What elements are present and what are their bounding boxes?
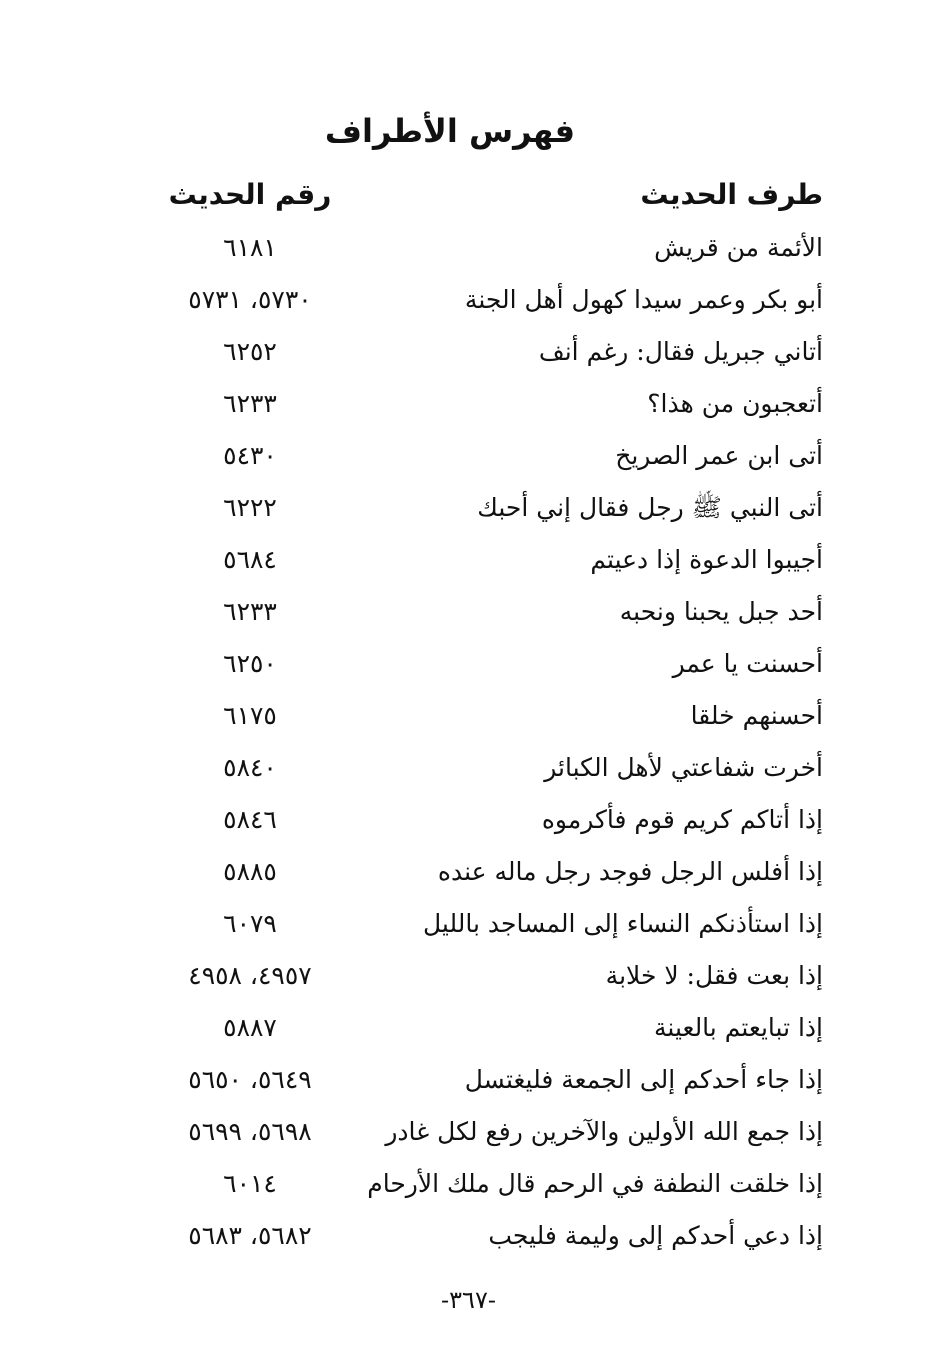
hadith-number: ٦٢٢٢ xyxy=(223,493,277,522)
hadith-number: ٦٢٣٣ xyxy=(223,597,277,626)
hadith-number: ٥٨٤٦ xyxy=(223,805,277,834)
hadith-text: إذا جمع الله الأولين والآخرين رفع لكل غادر xyxy=(385,1117,823,1146)
table-row xyxy=(0,898,937,950)
table-row xyxy=(0,482,937,534)
table-row xyxy=(0,1054,937,1106)
table-row xyxy=(0,430,937,482)
hadith-text: أخرت شفاعتي لأهل الكبائر xyxy=(544,753,823,782)
table-row xyxy=(0,794,937,846)
table-row xyxy=(0,378,937,430)
table-row xyxy=(0,950,937,1002)
hadith-text: أتى النبي ﷺ رجل فقال إني أحبك xyxy=(477,493,823,522)
hadith-number: ٦٢٥٠ xyxy=(223,649,277,678)
hadith-number: ٤٩٥٧، ٤٩٥٨ xyxy=(188,961,312,990)
table-row xyxy=(0,1106,937,1158)
hadith-text: أتى ابن عمر الصريخ xyxy=(615,441,823,470)
hadith-text: أجيبوا الدعوة إذا دعيتم xyxy=(590,545,823,574)
table-row xyxy=(0,1158,937,1210)
table-row xyxy=(0,1002,937,1054)
table-row xyxy=(0,742,937,794)
hadith-text: إذا دعي أحدكم إلى وليمة فليجب xyxy=(488,1221,823,1250)
hadith-number: ٦١٧٥ xyxy=(223,701,277,730)
hadith-number: ٦٠٧٩ xyxy=(223,909,277,938)
hadith-text: إذا خلقت النطفة في الرحم قال ملك الأرحام xyxy=(367,1169,823,1198)
hadith-text: أبو بكر وعمر سيدا كهول أهل الجنة xyxy=(464,285,823,314)
table-row xyxy=(0,638,937,690)
page-title: فهرس الأطراف xyxy=(324,112,576,150)
page-number: -٣٦٧- xyxy=(441,1286,496,1314)
header-number: رقم الحديث xyxy=(168,178,332,211)
hadith-text: أحد جبل يحبنا ونحبه xyxy=(619,597,823,626)
table-row xyxy=(0,1210,937,1262)
hadith-number: ٥٤٣٠ xyxy=(223,441,277,470)
hadith-text: أحسنت يا عمر xyxy=(672,649,823,678)
hadith-number: ٦٢٥٢ xyxy=(223,337,277,366)
table-header xyxy=(0,170,937,220)
hadith-text: أتعجبون من هذا؟ xyxy=(647,389,823,418)
hadith-text: إذا أفلس الرجل فوجد رجل ماله عنده xyxy=(437,857,823,886)
hadith-text: أحسنهم خلقا xyxy=(690,701,823,730)
table-row xyxy=(0,274,937,326)
hadith-text: أتاني جبريل فقال: رغم أنف xyxy=(538,337,823,366)
table-row xyxy=(0,326,937,378)
hadith-number: ٥٨٨٧ xyxy=(223,1013,277,1042)
hadith-number: ٦٠١٤ xyxy=(223,1169,277,1198)
index-list xyxy=(0,222,937,1262)
table-row xyxy=(0,690,937,742)
hadith-number: ٥٨٤٠ xyxy=(223,753,277,782)
hadith-text: إذا جاء أحدكم إلى الجمعة فليغتسل xyxy=(464,1065,823,1094)
hadith-text: إذا استأذنكم النساء إلى المساجد بالليل xyxy=(423,909,823,938)
hadith-number: ٥٦٨٤ xyxy=(223,545,277,574)
hadith-number: ٥٧٣٠، ٥٧٣١ xyxy=(188,285,312,314)
hadith-number: ٥٦٨٢، ٥٦٨٣ xyxy=(188,1221,312,1250)
header-hadith: طرف الحديث xyxy=(640,178,823,211)
hadith-number: ٥٨٨٥ xyxy=(223,857,277,886)
hadith-text: إذا أتاكم كريم قوم فأكرموه xyxy=(541,805,823,834)
hadith-number: ٦٢٣٣ xyxy=(223,389,277,418)
hadith-number: ٥٦٩٨، ٥٦٩٩ xyxy=(188,1117,312,1146)
hadith-text: إذا تبايعتم بالعينة xyxy=(654,1013,823,1042)
table-row xyxy=(0,846,937,898)
table-row xyxy=(0,222,937,274)
table-row xyxy=(0,586,937,638)
hadith-number: ٥٦٤٩، ٥٦٥٠ xyxy=(188,1065,312,1094)
hadith-text: إذا بعت فقل: لا خلابة xyxy=(605,961,823,990)
hadith-text: الأئمة من قريش xyxy=(654,233,823,262)
table-row xyxy=(0,534,937,586)
hadith-number: ٦١٨١ xyxy=(223,233,277,262)
